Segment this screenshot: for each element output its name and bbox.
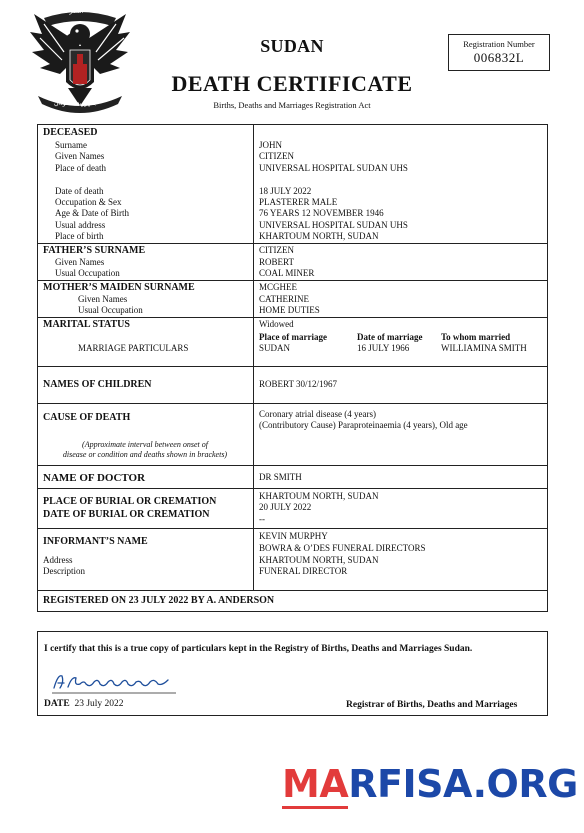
- usual-address-value: UNIVERSAL HOSPITAL SUDAN UHS: [259, 220, 408, 230]
- usual-address-label: Usual address: [55, 220, 106, 230]
- registration-number-value: 006832L: [473, 50, 525, 65]
- cause-note-line2: disease or condition and deaths shown in brackets): [62, 450, 228, 459]
- registered-statement: REGISTERED ON 23 JULY 2022 BY A. ANDERSON: [43, 595, 275, 606]
- date-of-death-label: Date of death: [55, 186, 104, 196]
- date-label: DATE: [44, 699, 70, 709]
- place-of-marriage-header: Place of marriage: [259, 332, 327, 342]
- cause-of-death-heading: CAUSE OF DEATH: [43, 412, 131, 423]
- watermark-part2: RFISA.ORG: [348, 762, 578, 806]
- date-of-marriage-header: Date of marriage: [357, 332, 423, 342]
- watermark-underline: [282, 806, 348, 809]
- row-divider: [37, 465, 548, 466]
- burial-date-heading: DATE OF BURIAL OR CREMATION: [43, 509, 210, 520]
- father-occupation-label: Usual Occupation: [55, 268, 120, 278]
- burial-extra-value: --: [259, 514, 265, 524]
- father-occupation-value: COAL MINER: [259, 268, 315, 278]
- watermark-part1: MA: [282, 762, 349, 806]
- registration-number-label: Registration Number: [463, 39, 535, 49]
- given-names-value: CITIZEN: [259, 151, 294, 161]
- whom-married-header: To whom married: [441, 332, 511, 342]
- mother-occupation-label: Usual Occupation: [78, 305, 143, 315]
- place-of-birth-label: Place of birth: [55, 231, 104, 241]
- surname-value: JOHN: [259, 140, 283, 150]
- father-given-names-value: ROBERT: [259, 257, 294, 267]
- children-value: ROBERT 30/12/1967: [259, 379, 338, 389]
- father-heading: FATHER’S SURNAME: [43, 245, 146, 256]
- children-heading: NAMES OF CHILDREN: [43, 379, 152, 390]
- given-names-label: Given Names: [55, 151, 105, 161]
- certification-date: [44, 699, 124, 709]
- age-value: 76 YEARS 12 NOVEMBER 1946: [259, 208, 384, 218]
- doctor-heading: NAME OF DOCTOR: [43, 472, 146, 484]
- place-of-death-value: UNIVERSAL HOSPITAL SUDAN UHS: [259, 163, 408, 173]
- informant-address-value: KHARTOUM NORTH, SUDAN: [259, 555, 379, 565]
- mother-heading: MOTHER’S MAIDEN SURNAME: [43, 282, 195, 293]
- document-title: DEATH CERTIFICATE: [171, 71, 413, 96]
- date-of-death-value: 18 JULY 2022: [259, 186, 312, 196]
- informant-name-value: KEVIN MURPHY: [259, 531, 328, 541]
- row-divider: [37, 317, 548, 318]
- registrar-title: Registrar of Births, Deaths and Marriages: [346, 700, 518, 710]
- deceased-heading: DECEASED: [43, 127, 98, 138]
- burial-date-value: 20 JULY 2022: [259, 502, 312, 512]
- registration-number-box: [448, 34, 550, 71]
- column-divider: [253, 124, 254, 591]
- mother-given-names-value: CATHERINE: [259, 294, 309, 304]
- row-divider: [37, 488, 548, 489]
- mother-surname-value: MCGHEE: [259, 282, 297, 292]
- marital-status-value: Widowed: [259, 319, 294, 329]
- father-surname-value: CITIZEN: [259, 245, 294, 255]
- certification-statement: I certify that this is a true copy of particulars kept in the Registry of Births, Deaths and Marriages Sudan.: [44, 644, 473, 654]
- cause-note-line1: (Approximate interval between onset of: [82, 440, 208, 449]
- mother-occupation-value: HOME DUTIES: [259, 305, 320, 315]
- informant-heading: INFORMANT’S NAME: [43, 536, 148, 547]
- father-given-names-label: Given Names: [55, 257, 105, 267]
- document-subtitle: Births, Deaths and Marriages Registration Act: [213, 100, 371, 110]
- burial-place-heading: PLACE OF BURIAL OR CREMATION: [43, 496, 217, 507]
- registrar-signature: [50, 668, 180, 696]
- informant-description-label: Description: [43, 566, 85, 576]
- row-divider: [37, 590, 548, 591]
- informant-company-value: BOWRA & O’DES FUNERAL DIRECTORS: [259, 543, 426, 553]
- place-of-death-label: Place of death: [55, 163, 106, 173]
- row-divider: [37, 403, 548, 404]
- occupation-label: Occupation & Sex: [55, 197, 122, 207]
- cause-line1: Coronary atrial disease (4 years): [259, 409, 376, 419]
- row-divider: [37, 280, 548, 281]
- burial-place-value: KHARTOUM NORTH, SUDAN: [259, 491, 379, 501]
- surname-label: Surname: [55, 140, 87, 150]
- occupation-value: PLASTERER MALE: [259, 197, 338, 207]
- doctor-value: DR SMITH: [259, 472, 302, 482]
- cause-line2: (Contributory Cause) Paraproteinaemia (4 years), Old age: [259, 420, 468, 430]
- place-of-birth-value: KHARTOUM NORTH, SUDAN: [259, 231, 379, 241]
- date-value: 23 July 2022: [74, 699, 124, 709]
- place-of-marriage-value: SUDAN: [259, 343, 291, 353]
- informant-address-label: Address: [43, 555, 73, 565]
- row-divider: [37, 366, 548, 367]
- row-divider: [37, 528, 548, 529]
- row-divider: [37, 243, 548, 244]
- marfisa-watermark: [282, 762, 578, 806]
- emblem-motto: النصر لنا: [62, 8, 84, 15]
- emblem-country-name: جمهورية السودان: [54, 100, 98, 107]
- country-title: SUDAN: [260, 36, 324, 56]
- mother-given-names-label: Given Names: [78, 294, 128, 304]
- marriage-particulars-label: MARRIAGE PARTICULARS: [78, 343, 189, 353]
- date-of-marriage-value: 16 JULY 1966: [357, 343, 410, 353]
- informant-description-value: FUNERAL DIRECTOR: [259, 566, 348, 576]
- whom-married-value: WILLIAMINA SMITH: [441, 343, 527, 353]
- marital-status-heading: MARITAL STATUS: [43, 319, 130, 330]
- age-label: Age & Date of Birth: [55, 208, 129, 218]
